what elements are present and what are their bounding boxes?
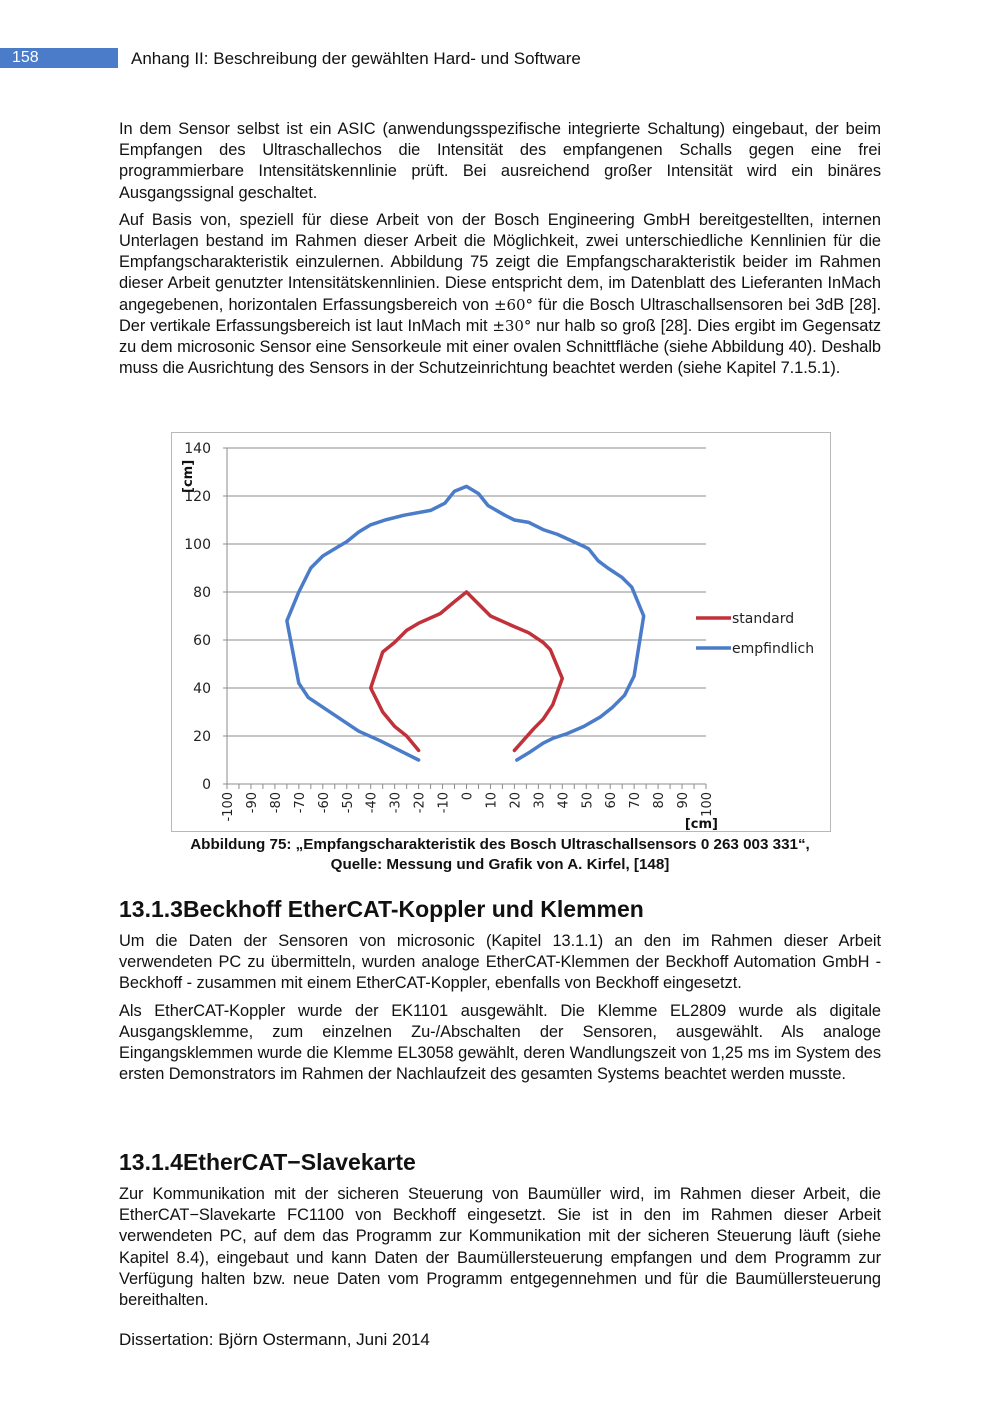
section-heading-13-1-4: 13.1.4EtherCAT−Slavekarte [119, 1149, 416, 1175]
x-tick-label: 60 [604, 792, 620, 809]
x-tick-label: -70 [292, 792, 308, 814]
x-axis-unit-label: [cm] [684, 817, 718, 831]
text-segment: Auf Basis von, speziell für diese Arbeit von der Bosch Engineering GmbH bereitgestellten, internen Unterlagen bestand im Rahmen dieser Arbeit die Möglichkeit, zwei unterschiedliche Kennlinien für die Empfangscharakteristik einzulernen. Abbildung 75 zeigt die Empfangscharakteristik beider im Rahmen dieser Arbeit genutzter Intensitätskennlinien. Diese entspricht dem, im Datenblatt des Lieferanten InMach angegebenen, horizontalen Erfassungsbereich von [119, 210, 881, 314]
y-tick-label: 120 [184, 489, 211, 505]
x-tick-label: 90 [676, 792, 692, 809]
y-tick-label: 140 [184, 441, 211, 457]
x-tick-label: -80 [268, 792, 284, 814]
page-number: 158 [12, 49, 39, 66]
section-heading-13-1-3: 13.1.3Beckhoff EtherCAT-Koppler und Klemmen [119, 896, 644, 922]
y-tick-label: 0 [202, 777, 211, 793]
series-line-standard [371, 592, 563, 750]
x-tick-label: -100 [221, 792, 236, 822]
x-tick-label: -90 [244, 792, 260, 814]
x-tick-label: -50 [340, 792, 356, 814]
x-tick-label: -30 [388, 792, 404, 814]
x-tick-label: 80 [652, 792, 668, 809]
x-tick-label: 100 [700, 792, 715, 817]
x-tick-label: 20 [508, 792, 524, 809]
figure-caption [119, 835, 881, 875]
x-tick-label: -60 [316, 792, 332, 814]
reception-characteristic-chart [171, 432, 831, 832]
legend-label-standard: standard [732, 611, 795, 627]
chart-plot [172, 433, 830, 831]
x-tick-label: -40 [364, 792, 380, 814]
page-footer: Dissertation: Björn Ostermann, Juni 2014 [119, 1330, 430, 1349]
x-tick-label: -10 [436, 792, 452, 814]
y-tick-label: 40 [193, 681, 211, 697]
section-13-1-4-body [119, 1184, 881, 1317]
x-tick-label: 70 [628, 792, 644, 809]
x-tick-label: -20 [412, 792, 428, 814]
section-13-1-3-body [119, 931, 881, 1091]
series-line-empfindlich [287, 486, 644, 760]
paragraph-slavekarte: Zur Kommunikation mit der sicheren Steuerung von Baumüller wird, im Rahmen dieser Arbeit, die EtherCAT−Slavekarte FC1100 von Beckhoff eingesetzt. Sie ist in den im Rahmen dieser Arbeit verwendeten PC, auf dem das Programm zur Kommunikation mit der sicheren Steuerung läuft (siehe Kapitel 8.4), eingebaut und kann Daten der Baumüllersteuerung empfangen und dem Programm zur Verfügung halten bzw. neue Daten vom Programm entgegennehmen und für die Baumüllersteuerung bereithalten. [119, 1185, 881, 1310]
y-tick-label: 60 [193, 633, 211, 649]
x-tick-label: 30 [532, 792, 548, 809]
angle-horizontal: ±60° [494, 295, 533, 314]
text-segment: für die Bosch Ultraschallsensoren bei 3dB [28]. Der vertikale Erfassungsbereich ist laut InMach mit [119, 295, 881, 335]
y-tick-label: 20 [193, 729, 211, 745]
intro-text [119, 119, 881, 385]
caption-line-2: Quelle: Messung und Grafik von A. Kirfel, [148] [330, 856, 670, 873]
text-segment: nur halb so groß [28]. Dies ergibt im Gegensatz zu dem microsonic Sensor eine Sensorkeule mit einer ovalen Schnittfläche (siehe Abbildung 40). Deshalb muss die Ausrichtung des Sensors in der Schutzeinrichtung beachtet werden (siehe Kapitel 7.1.5.1). [119, 316, 881, 378]
y-tick-label: 100 [184, 537, 211, 553]
paragraph-daten: Um die Daten der Sensoren von microsonic (Kapitel 13.1.1) an den im Rahmen dieser Arbeit verwendeten PC zu übermitteln, wurden analoge EtherCAT-Klemmen der Beckhoff Automation GmbH - Beckhoff - zusammen mit einem EtherCAT-Koppler, ebenfalls von Beckhoff eingesetzt. [119, 932, 881, 993]
x-tick-label: 40 [556, 792, 572, 809]
y-axis-unit-label: [cm] [181, 459, 196, 493]
paragraph-koppler: Als EtherCAT-Koppler wurde der EK1101 ausgewählt. Die Klemme EL2809 wurde als digitale Ausgangsklemme, zum einzelnen Zu-/Abschalten der Sensoren, ausgewählt. Als analoge Eingangsklemmen wurde die Klemme EL3058 gewählt, deren Wandlungszeit von 1,25 ms im System des ersten Demonstrators im Rahmen der Nachlaufzeit des gesamten Systems beachtet werden musste. [119, 1001, 881, 1084]
paragraph-bosch [119, 210, 881, 380]
running-header-title: Anhang II: Beschreibung der gewählten Hard- und Software [131, 49, 581, 68]
legend-label-empfindlich: empfindlich [732, 641, 815, 657]
x-tick-label: 10 [484, 792, 500, 809]
caption-line-1: Abbildung 75: „Empfangscharakteristik des Bosch Ultraschallsensors 0 263 003 331“, [190, 836, 810, 853]
x-tick-label: 50 [580, 792, 596, 809]
x-tick-label: 0 [460, 792, 476, 801]
y-tick-label: 80 [193, 585, 211, 601]
angle-vertical: ±30° [492, 316, 532, 335]
paragraph-asic: In dem Sensor selbst ist ein ASIC (anwendungsspezifische integrierte Schaltung) eingebaut, der beim Empfangen des Ultraschallechos die Intensität des empfangenen Schalls gegen eine frei programmierbare Intensitätskennlinie prüft. Bei ausreichend großer Intensität wird ein binäres Ausgangssignal geschaltet. [119, 120, 881, 202]
